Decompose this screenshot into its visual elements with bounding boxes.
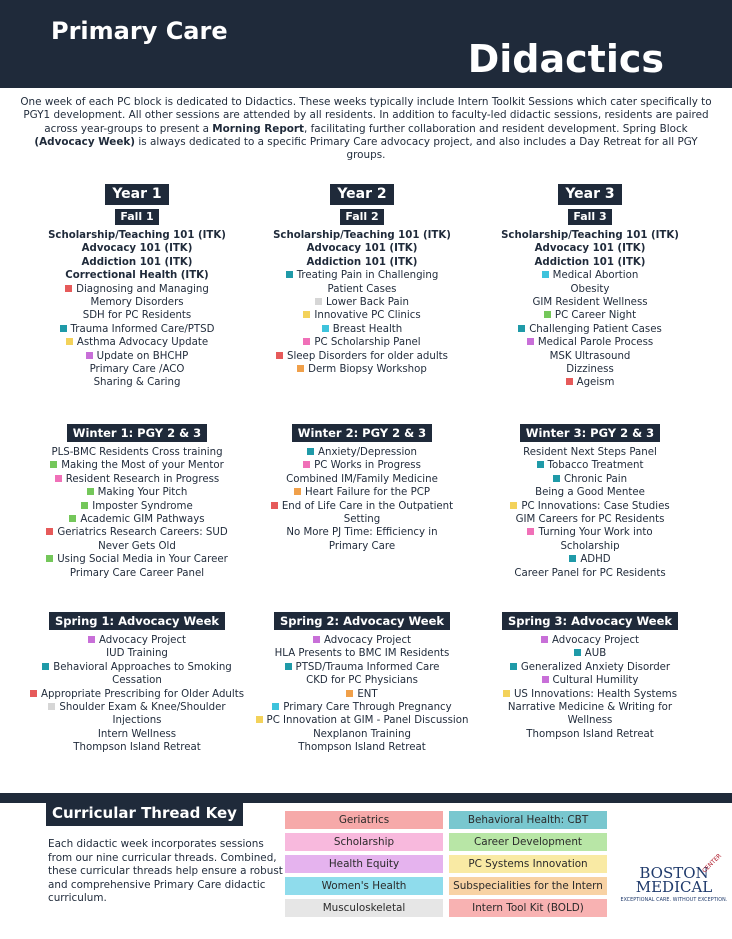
session-label: Chronic Pain bbox=[563, 473, 628, 485]
session-label: End of Life Care in the Outpatient bbox=[281, 500, 454, 512]
thread-color-swatch bbox=[48, 703, 55, 710]
session-label: PC Career Night bbox=[554, 310, 637, 322]
session-label: HLA Presents to BMC IM Residents bbox=[274, 648, 450, 660]
thread-color-swatch bbox=[286, 271, 293, 278]
session-label: Academic GIM Pathways bbox=[80, 514, 205, 526]
session-item bbox=[22, 242, 252, 255]
session-label: Thompson Island Retreat bbox=[298, 742, 426, 754]
session-item bbox=[22, 486, 252, 499]
session-label: Intern Wellness bbox=[97, 728, 177, 740]
session-item bbox=[247, 350, 477, 363]
winter-2-list bbox=[247, 446, 477, 553]
thread-color-swatch bbox=[271, 502, 278, 509]
year-3-fall-block bbox=[475, 183, 705, 390]
boston-medical-logo bbox=[620, 852, 728, 903]
logo-line-1: BOSTON bbox=[639, 864, 709, 882]
session-label: Combined IM/Family Medicine bbox=[286, 473, 438, 485]
session-item bbox=[475, 526, 705, 539]
session-item bbox=[475, 323, 705, 336]
session-label: Advocacy 101 (ITK) bbox=[306, 243, 418, 255]
winter-3-label: Winter 3: PGY 2 & 3 bbox=[520, 424, 660, 442]
thread-color-swatch bbox=[537, 461, 544, 468]
year-2-label: Year 2 bbox=[330, 184, 393, 205]
thread-color-swatch bbox=[569, 555, 576, 562]
thread-color-swatch bbox=[346, 690, 353, 697]
session-label: Primary Care bbox=[328, 540, 396, 552]
session-item bbox=[247, 701, 477, 714]
session-item bbox=[475, 688, 705, 701]
session-label: PC Works in Progress bbox=[314, 460, 421, 472]
session-item bbox=[475, 647, 705, 660]
session-item bbox=[475, 269, 705, 282]
session-item bbox=[22, 661, 252, 674]
session-label: Being a Good Mentee bbox=[535, 487, 645, 499]
thread-color-swatch bbox=[518, 325, 525, 332]
thread-color-swatch bbox=[87, 488, 94, 495]
logo-tagline: EXCEPTIONAL CARE. WITHOUT EXCEPTION. bbox=[620, 898, 728, 903]
session-item bbox=[475, 473, 705, 486]
thread-color-swatch bbox=[527, 338, 534, 345]
thread-color-swatch bbox=[46, 555, 53, 562]
fall-3-list bbox=[475, 229, 705, 390]
winter-1-list bbox=[22, 446, 252, 580]
intro-paragraph: One week of each PC block is dedicated to Didactics. These weeks typically include Intern Toolkit Sessions which cater specifically to PGY1 development. All other sessions are attended by all residents. In addition to faculty-led didactic sessions, residents are paired across year-groups to present a Morning Report, facilitating further collaboration and resident development. Spring Block (Advocacy Week) is always dedicated to a specific Primary Care advocacy project, and also includes a Day Retreat for all PGY groups. bbox=[20, 96, 712, 162]
thread-color-swatch bbox=[542, 271, 549, 278]
session-label: GIM Careers for PC Residents bbox=[515, 514, 665, 526]
session-label: Primary Care Through Pregnancy bbox=[283, 702, 452, 714]
session-item bbox=[22, 674, 252, 687]
year-2-winter-block bbox=[247, 422, 477, 553]
thread-color-swatch bbox=[86, 352, 93, 359]
session-item bbox=[22, 350, 252, 363]
session-label: Diagnosing and Managing bbox=[76, 283, 209, 295]
thread-key-cell: Career Development bbox=[449, 833, 607, 851]
session-label: Memory Disorders bbox=[90, 297, 184, 309]
thread-color-swatch bbox=[297, 365, 304, 372]
thread-color-swatch bbox=[88, 636, 95, 643]
session-label: Scholarship/Teaching 101 (ITK) bbox=[48, 230, 226, 241]
session-item bbox=[247, 309, 477, 322]
session-label: Correctional Health (ITK) bbox=[65, 270, 209, 282]
session-label: PC Innovation at GIM - Panel Discussion bbox=[266, 715, 469, 727]
session-item bbox=[475, 728, 705, 741]
session-item bbox=[475, 553, 705, 566]
session-label: Trauma Informed Care/PTSD bbox=[70, 323, 215, 335]
session-item bbox=[475, 376, 705, 389]
session-label: Injections bbox=[112, 715, 162, 727]
thread-key-cell: Geriatrics bbox=[285, 811, 443, 829]
session-item bbox=[247, 336, 477, 349]
session-label: Medical Abortion bbox=[552, 270, 639, 282]
session-label: PC Innovations: Case Studies bbox=[521, 500, 670, 512]
year-2-fall-block bbox=[247, 183, 477, 376]
year-3-spring-block bbox=[475, 610, 705, 741]
session-label: Career Panel for PC Residents bbox=[514, 567, 666, 579]
thread-color-swatch bbox=[303, 311, 310, 318]
session-item bbox=[475, 363, 705, 376]
session-item bbox=[247, 229, 477, 242]
thread-color-swatch bbox=[60, 325, 67, 332]
session-label: No More PJ Time: Efficiency in bbox=[286, 527, 438, 539]
session-item bbox=[475, 350, 705, 363]
session-label: Setting bbox=[343, 514, 381, 526]
session-label: PC Scholarship Panel bbox=[314, 337, 421, 349]
session-item bbox=[247, 459, 477, 472]
session-label: Treating Pain in Challenging bbox=[296, 270, 439, 282]
session-label: Never Gets Old bbox=[98, 540, 176, 552]
session-item bbox=[22, 309, 252, 322]
session-item bbox=[247, 242, 477, 255]
session-label: Cultural Humility bbox=[552, 675, 639, 687]
thread-key-cell: Musculoskeletal bbox=[285, 899, 443, 917]
session-item bbox=[22, 283, 252, 296]
session-label: Resident Next Steps Panel bbox=[523, 447, 657, 458]
thread-key-grid bbox=[285, 811, 607, 917]
session-item bbox=[22, 553, 252, 566]
thread-color-swatch bbox=[542, 676, 549, 683]
session-label: Addiction 101 (ITK) bbox=[81, 256, 193, 268]
year-2-spring-block bbox=[247, 610, 477, 755]
session-item bbox=[247, 714, 477, 727]
thread-color-swatch bbox=[313, 636, 320, 643]
session-label: GIM Resident Wellness bbox=[532, 297, 648, 309]
session-item bbox=[22, 567, 252, 580]
thread-color-swatch bbox=[322, 325, 329, 332]
thread-color-swatch bbox=[294, 488, 301, 495]
session-item bbox=[475, 701, 705, 714]
session-label: Making Your Pitch bbox=[97, 487, 188, 499]
session-item bbox=[475, 229, 705, 242]
session-item bbox=[475, 714, 705, 727]
spring-3-label: Spring 3: Advocacy Week bbox=[502, 612, 678, 630]
thread-color-swatch bbox=[510, 502, 517, 509]
thread-color-swatch bbox=[503, 690, 510, 697]
session-label: Narrative Medicine & Writing for bbox=[507, 702, 673, 714]
header-title-small: Primary Care bbox=[51, 17, 228, 45]
key-description: Each didactic week incorporates sessions from our nine curricular threads. Combined, these curricular threads help ensure a robust and comprehensive Primary Care didactic curriculum. bbox=[48, 838, 283, 904]
session-item bbox=[22, 500, 252, 513]
session-item bbox=[247, 363, 477, 376]
thread-color-swatch bbox=[541, 636, 548, 643]
session-label: Patient Cases bbox=[327, 283, 397, 295]
year-3-winter-block bbox=[475, 422, 705, 580]
session-item bbox=[22, 446, 252, 459]
session-label: ADHD bbox=[580, 554, 611, 566]
session-item bbox=[475, 486, 705, 499]
key-title: Curricular Thread Key bbox=[46, 802, 243, 826]
thread-color-swatch bbox=[285, 663, 292, 670]
session-item bbox=[22, 526, 252, 539]
session-label: Update on BHCHP bbox=[96, 350, 189, 362]
session-item bbox=[475, 336, 705, 349]
session-item bbox=[22, 376, 252, 389]
year-1-spring-block bbox=[22, 610, 252, 755]
session-label: Innovative PC Clinics bbox=[314, 310, 421, 322]
session-item bbox=[22, 714, 252, 727]
session-label: Turning Your Work into bbox=[538, 527, 653, 539]
session-label: Scholarship/Teaching 101 (ITK) bbox=[273, 230, 451, 241]
session-label: IUD Training bbox=[106, 648, 168, 660]
session-item bbox=[247, 526, 477, 539]
session-item bbox=[22, 634, 252, 647]
session-item bbox=[475, 256, 705, 269]
thread-color-swatch bbox=[276, 352, 283, 359]
session-item bbox=[22, 647, 252, 660]
session-label: Using Social Media in Your Career bbox=[57, 554, 228, 566]
thread-color-swatch bbox=[303, 461, 310, 468]
session-label: Advocacy Project bbox=[551, 635, 640, 646]
thread-color-swatch bbox=[30, 690, 37, 697]
thread-key-cell: PC Systems Innovation bbox=[449, 855, 607, 873]
thread-color-swatch bbox=[544, 311, 551, 318]
session-item bbox=[475, 459, 705, 472]
session-label: CKD for PC Physicians bbox=[306, 675, 418, 687]
thread-key-cell: Women's Health bbox=[285, 877, 443, 895]
session-label: Breast Health bbox=[332, 323, 403, 335]
thread-key-cell: Intern Tool Kit (BOLD) bbox=[449, 899, 607, 917]
session-label: PLS-BMC Residents Cross training bbox=[51, 447, 223, 458]
session-label: Anxiety/Depression bbox=[318, 447, 417, 458]
spring-2-list bbox=[247, 634, 477, 755]
session-label: MSK Ultrasound bbox=[549, 350, 631, 362]
session-label: Cessation bbox=[112, 675, 162, 687]
session-item bbox=[475, 296, 705, 309]
session-item bbox=[22, 688, 252, 701]
session-item bbox=[475, 283, 705, 296]
thread-color-swatch bbox=[510, 663, 517, 670]
session-label: Lower Back Pain bbox=[326, 297, 409, 309]
session-label: Nexplanon Training bbox=[313, 728, 411, 740]
intro-bold-morning-report: Morning Report bbox=[212, 122, 305, 135]
thread-color-swatch bbox=[256, 716, 263, 723]
session-label: Advocacy 101 (ITK) bbox=[81, 243, 193, 255]
thread-color-swatch bbox=[69, 515, 76, 522]
session-label: Behavioral Approaches to Smoking bbox=[53, 661, 232, 673]
session-item bbox=[247, 688, 477, 701]
thread-color-swatch bbox=[303, 338, 310, 345]
session-label: Obesity bbox=[570, 283, 610, 295]
session-label: Advocacy Project bbox=[323, 635, 412, 646]
session-item bbox=[22, 701, 252, 714]
session-label: SDH for PC Residents bbox=[82, 310, 192, 322]
thread-color-swatch bbox=[527, 528, 534, 535]
spring-2-label: Spring 2: Advocacy Week bbox=[274, 612, 450, 630]
session-item bbox=[247, 674, 477, 687]
year-1-fall-block bbox=[22, 183, 252, 390]
session-label: US Innovations: Health Systems bbox=[513, 688, 678, 700]
session-item bbox=[22, 741, 252, 754]
session-item bbox=[247, 647, 477, 660]
thread-color-swatch bbox=[566, 378, 573, 385]
session-label: Generalized Anxiety Disorder bbox=[520, 661, 671, 673]
session-label: Scholarship bbox=[560, 540, 620, 552]
session-item bbox=[247, 446, 477, 459]
session-item bbox=[22, 296, 252, 309]
session-item bbox=[247, 269, 477, 282]
session-label: Addiction 101 (ITK) bbox=[534, 256, 646, 268]
thread-color-swatch bbox=[42, 663, 49, 670]
session-item bbox=[22, 229, 252, 242]
session-item bbox=[22, 513, 252, 526]
year-3-label: Year 3 bbox=[558, 184, 621, 205]
spring-3-list bbox=[475, 634, 705, 741]
session-label: PTSD/Trauma Informed Care bbox=[295, 661, 440, 673]
thread-key-cell: Scholarship bbox=[285, 833, 443, 851]
session-item bbox=[475, 567, 705, 580]
session-label: Wellness bbox=[567, 715, 613, 727]
thread-color-swatch bbox=[50, 461, 57, 468]
session-label: ENT bbox=[357, 688, 378, 700]
session-item bbox=[475, 242, 705, 255]
session-label: Primary Care /ACO bbox=[89, 364, 185, 376]
session-item bbox=[247, 540, 477, 553]
thread-color-swatch bbox=[81, 502, 88, 509]
header-title-big: Didactics bbox=[467, 37, 664, 81]
session-item bbox=[247, 296, 477, 309]
thread-color-swatch bbox=[574, 649, 581, 656]
session-item bbox=[22, 728, 252, 741]
session-item bbox=[22, 256, 252, 269]
thread-color-swatch bbox=[272, 703, 279, 710]
thread-color-swatch bbox=[55, 475, 62, 482]
thread-color-swatch bbox=[46, 528, 53, 535]
intro-bold-advocacy-week: (Advocacy Week) bbox=[34, 135, 136, 148]
session-item bbox=[475, 513, 705, 526]
session-item bbox=[247, 486, 477, 499]
session-item bbox=[22, 323, 252, 336]
spring-1-label: Spring 1: Advocacy Week bbox=[49, 612, 225, 630]
session-label: Advocacy Project bbox=[98, 635, 187, 646]
session-item bbox=[475, 674, 705, 687]
session-label: Appropriate Prescribing for Older Adults bbox=[40, 688, 244, 700]
page-header bbox=[0, 0, 732, 88]
session-label: Sharing & Caring bbox=[93, 377, 181, 389]
thread-color-swatch bbox=[65, 285, 72, 292]
session-label: Resident Research in Progress bbox=[65, 473, 220, 485]
session-item bbox=[475, 661, 705, 674]
session-label: Asthma Advocacy Update bbox=[76, 337, 209, 349]
winter-1-label: Winter 1: PGY 2 & 3 bbox=[67, 424, 207, 442]
fall-2-label: Fall 2 bbox=[340, 209, 383, 225]
session-label: Thompson Island Retreat bbox=[73, 742, 201, 754]
session-item bbox=[475, 309, 705, 322]
session-item bbox=[247, 634, 477, 647]
thread-color-swatch bbox=[315, 298, 322, 305]
thread-color-swatch bbox=[66, 338, 73, 345]
session-item bbox=[247, 661, 477, 674]
session-item bbox=[247, 500, 477, 513]
session-item bbox=[247, 513, 477, 526]
thread-color-swatch bbox=[553, 475, 560, 482]
fall-3-label: Fall 3 bbox=[568, 209, 611, 225]
session-item bbox=[475, 540, 705, 553]
session-label: Scholarship/Teaching 101 (ITK) bbox=[501, 230, 679, 241]
session-label: Advocacy 101 (ITK) bbox=[534, 243, 646, 255]
session-item bbox=[247, 283, 477, 296]
year-1-winter-block bbox=[22, 422, 252, 580]
session-item bbox=[475, 446, 705, 459]
session-label: Medical Parole Process bbox=[537, 337, 654, 349]
winter-3-list bbox=[475, 446, 705, 580]
session-label: Derm Biopsy Workshop bbox=[308, 364, 427, 376]
session-item bbox=[22, 540, 252, 553]
session-item bbox=[475, 634, 705, 647]
session-label: Addiction 101 (ITK) bbox=[306, 256, 418, 268]
fall-2-list bbox=[247, 229, 477, 376]
session-label: Challenging Patient Cases bbox=[529, 323, 662, 335]
winter-2-label: Winter 2: PGY 2 & 3 bbox=[292, 424, 432, 442]
session-label: Geriatrics Research Careers: SUD bbox=[57, 527, 228, 539]
session-item bbox=[22, 336, 252, 349]
session-label: Making the Most of your Mentor bbox=[61, 460, 224, 472]
thread-key-cell: Behavioral Health: CBT bbox=[449, 811, 607, 829]
session-label: Heart Failure for the PCP bbox=[305, 487, 430, 499]
session-item bbox=[22, 269, 252, 282]
session-item bbox=[22, 363, 252, 376]
thread-color-swatch bbox=[307, 448, 314, 455]
session-label: Imposter Syndrome bbox=[92, 500, 193, 512]
session-label: Primary Care Career Panel bbox=[69, 567, 205, 579]
session-item bbox=[247, 473, 477, 486]
logo-line-2: MEDICAL bbox=[635, 878, 713, 896]
session-item bbox=[247, 741, 477, 754]
session-item bbox=[247, 728, 477, 741]
thread-key-cell: Subspecialities for the Intern bbox=[449, 877, 607, 895]
session-label: Sleep Disorders for older adults bbox=[286, 350, 448, 362]
logo-center-text: CENTER bbox=[700, 852, 723, 875]
session-item bbox=[247, 323, 477, 336]
thread-key-cell: Health Equity bbox=[285, 855, 443, 873]
session-label: AUB bbox=[584, 648, 607, 660]
session-label: Ageism bbox=[576, 377, 615, 389]
session-label: Shoulder Exam & Knee/Shoulder bbox=[59, 702, 226, 714]
session-item bbox=[247, 256, 477, 269]
fall-1-list bbox=[22, 229, 252, 390]
session-item bbox=[22, 473, 252, 486]
session-item bbox=[22, 459, 252, 472]
session-label: Dizziness bbox=[566, 364, 614, 376]
session-label: Tobacco Treatment bbox=[547, 460, 644, 472]
session-label: Thompson Island Retreat bbox=[526, 728, 654, 740]
year-1-label: Year 1 bbox=[105, 184, 168, 205]
session-item bbox=[475, 500, 705, 513]
fall-1-label: Fall 1 bbox=[115, 209, 158, 225]
spring-1-list bbox=[22, 634, 252, 755]
